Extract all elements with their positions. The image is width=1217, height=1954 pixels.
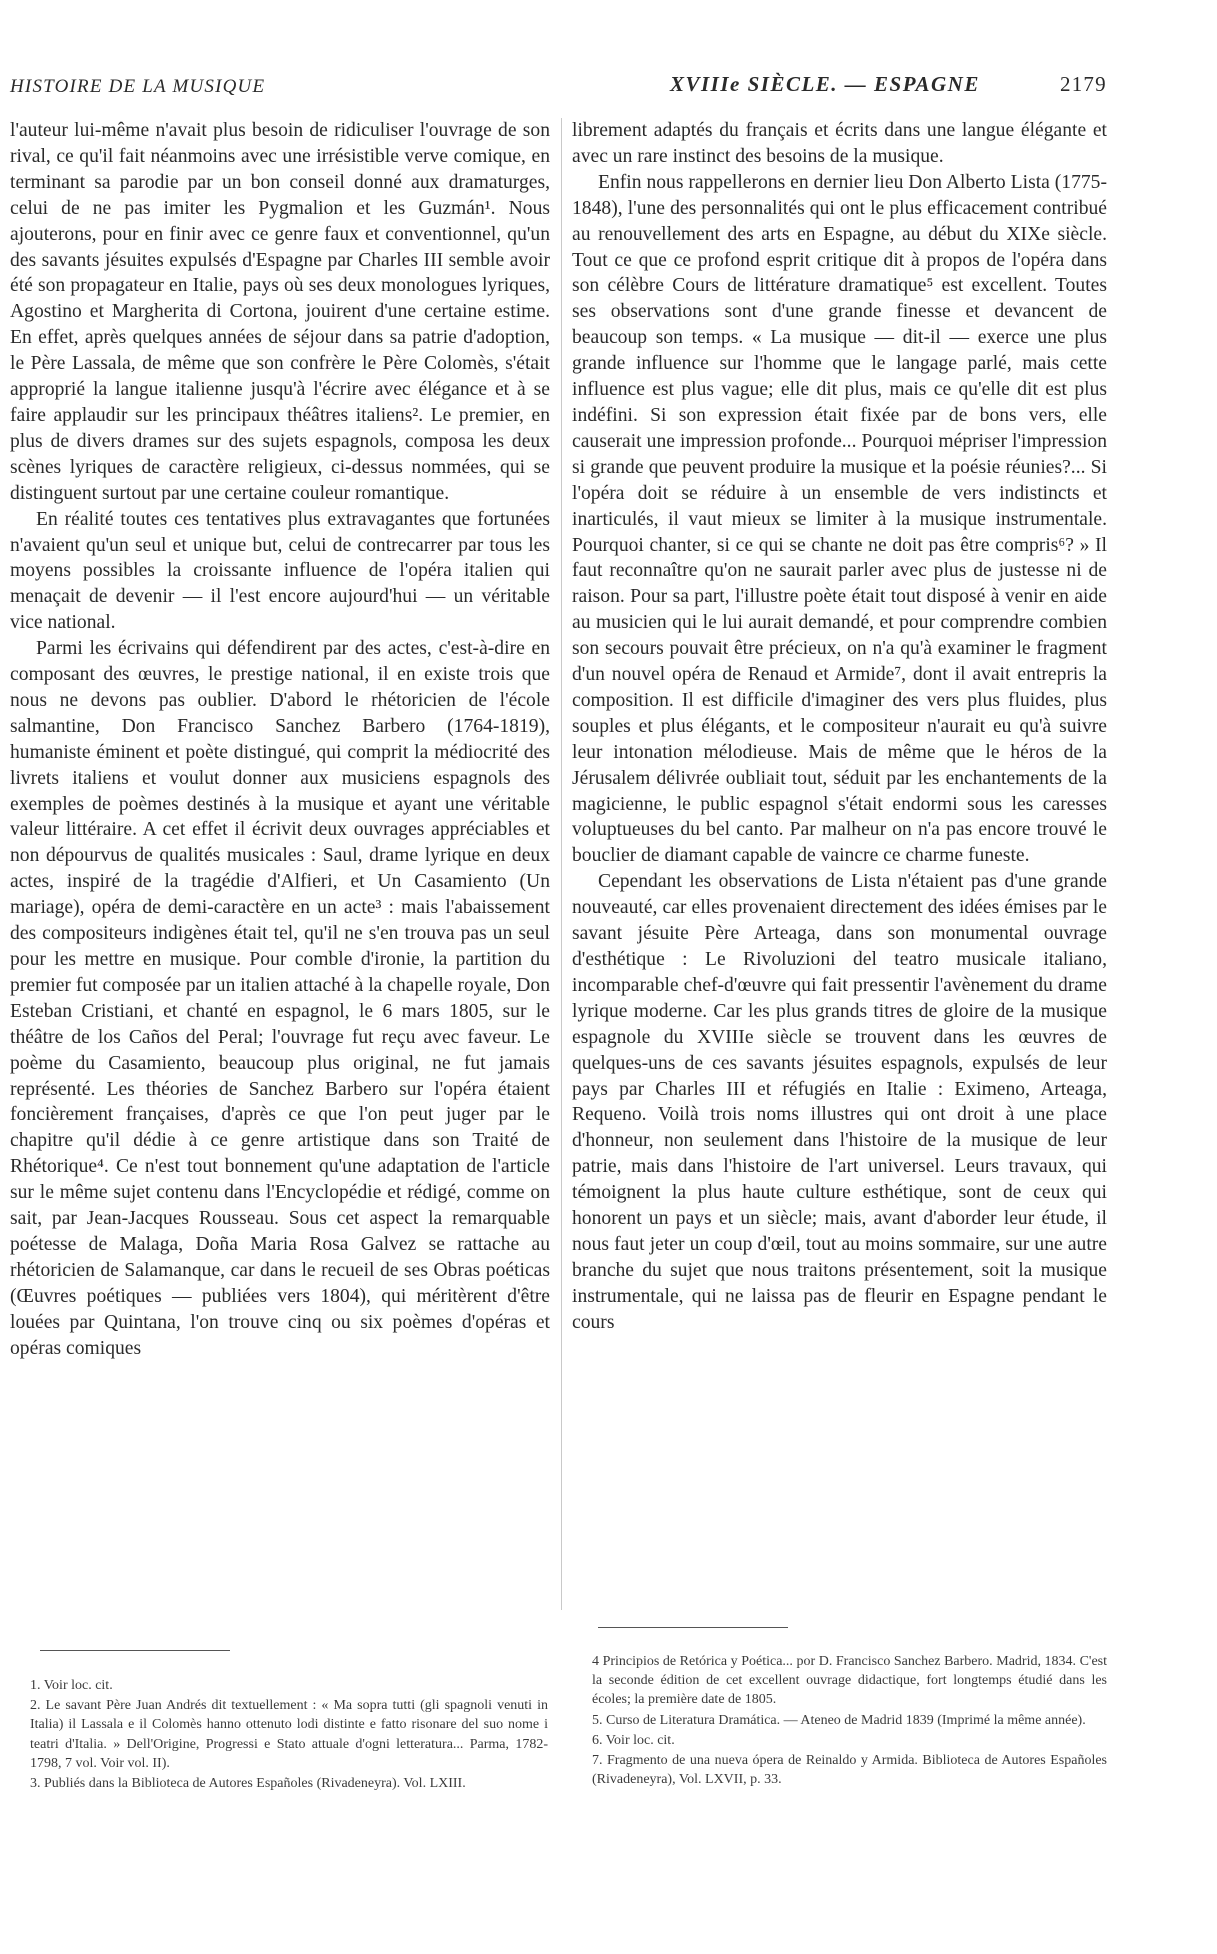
footnote-6: 6. Voir loc. cit. bbox=[592, 1732, 675, 1748]
footnotes-left bbox=[30, 1676, 548, 1794]
footnotes-right bbox=[592, 1652, 1107, 1790]
left-paragraph-3: Parmi les écrivains qui défendirent par des actes, c'est-à-dire en composant des œuvres, le prestige national, il en existe trois que nous ne devons pas oublier. D'abord le rhétoricien de l'école salmantine, Don Francisco Sanchez Barbero (1764-1819), humaniste éminent et poète distingué, qui comprit la médiocrité des livrets italiens et voulut donner aux musiciens espagnols des exemples de poèmes destinés à la musique et ayant une véritable valeur littéraire. A cet effet il écrivit deux ouvrages appréciables et non dépourvus de qualités musicales : Saul, drame lyrique en deux actes, inspiré de la tragédie d'Alfieri, et Un Casamiento (Un mariage), opéra de demi-caractère en un acte³ : mais l'abaissement des compositeurs indigènes était tel, qu'il ne s'en trouva pas un seul pour les mettre en musique. Pour comble d'ironie, la partition du premier fut composée par un italien attaché à la chapelle royale, Don Esteban Cristiani, et chanté en espagnol, le 6 mars 1805, sur le théâtre de los Caños del Peral; l'ouvrage fut reçu avec faveur. Le poème du Casamiento, beaucoup plus original, ne fut jamais représenté. Les théories de Sanchez Barbero sur l'opéra étaient foncièrement françaises, d'après ce que l'on peut juger par le chapitre qu'il dédie à ce genre artistique dans son Traité de Rhétorique⁴. Ce n'est tout bonnement qu'une adaptation de l'article sur le même sujet contenu dans l'Encyclopédie et rédigé, comme on sait, par Jean-Jacques Rousseau. Sous cet aspect la remarquable poétesse de Malaga, Doña Maria Rosa Galvez se rattache au rhétoricien de Salamanque, car dans le recueil de ses Obras poéticas (Œuvres poétiques — publiées vers 1804), qui méritèrent d'être louées par Quintana, l'on trouve cinq ou six poèmes d'opéras et opéras comiques bbox=[10, 638, 550, 1359]
right-paragraph-1: librement adaptés du français et écrits dans une langue élégante et avec un rare instinct des besoins de la musique. bbox=[572, 120, 1107, 167]
left-paragraph-1: l'auteur lui-même n'avait plus besoin de ridiculiser l'ouvrage de son rival, ce qu'il fait néanmoins avec une irrésistible verve comique, en terminant sa parodie par un bon conseil donné aux dramaturges, celui de ne pas imiter les Pygmalion et les Guzmán¹. Nous ajouterons, pour en finir avec ce genre faux et conventionnel, qu'un des savants jésuites expulsés d'Espagne par Charles III semble avoir été son propagateur en Italie, pays où ses deux monologues lyriques, Agostino et Margherita di Cortona, jouirent d'une certaine estime. En effet, après quelques années de séjour dans sa patrie d'adoption, le Père Lassala, de même que son confrère le Père Colomès, s'était approprié la langue italienne jusqu'à l'écrire avec élégance et à se faire applaudir sur les principaux théâtres italiens². Le premier, en plus de divers drames sur des sujets espagnols, composa les deux scènes lyriques de caractère religieux, ci-dessus nommées, qui se distinguent surtout par une certaine couleur romantique. bbox=[10, 120, 550, 504]
footnote-rule-left bbox=[40, 1650, 230, 1651]
footnote-3: 3. Publiés dans la Biblioteca de Autores Españoles (Rivadeneyra). Vol. LXIII. bbox=[30, 1776, 466, 1792]
left-paragraph-2: En réalité toutes ces tentatives plus extravagantes que fortunées n'avaient qu'un seul et unique but, celui de contrecarrer par tous les moyens possibles la croissante influence de l'opéra italien qui menaçait de devenir — il l'est encore aujourd'hui — un véritable vice national. bbox=[10, 508, 550, 634]
page-number: 2179 bbox=[1060, 72, 1107, 96]
right-paragraph-3: Cependant les observations de Lista n'étaient pas d'une grande nouveauté, car elles provenaient directement des idées émises par le savant jésuite Père Arteaga, dans son monumental ouvrage d'esthétique : Le Rivoluzioni del teatro musicale italiano, incomparable chef-d'œuvre qui fait pressentir l'avènement du drame lyrique moderne. Car les plus grands titres de gloire de la musique espagnole du XVIIIe siècle se trouvent dans les œuvres de quelques-uns de ces savants jésuites espagnols, expulsés de leur pays par Charles III et réfugiés en Italie : Eximeno, Arteaga, Requeno. Voilà trois noms illustres qui ont droit à une place d'honneur, non seulement dans l'histoire de la musique de leur patrie, mais dans l'histoire de l'art universel. Leurs travaux, qui témoignent la plus haute culture esthétique, sont de ceux qui honorent un pays et un siècle; mais, avant d'aborder leur étude, il nous faut jeter un coup d'œil, tout au moins sommaire, sur une autre branche du sujet que nous traitons présentement, soit la musique instrumentale, qui ne laissa pas de fleurir en Espagne pendant le cours bbox=[572, 871, 1107, 1333]
footnote-rule-right bbox=[598, 1627, 788, 1628]
footnote-7: 7. Fragmento de una nueva ópera de Reinaldo y Armida. Biblioteca de Autores Españoles (Rivadeneyra), Vol. LXVII, p. 33. bbox=[592, 1753, 1107, 1788]
right-paragraph-2: Enfin nous rappellerons en dernier lieu Don Alberto Lista (1775-1848), l'une des personnalités qui ont le plus efficacement contribué au renouvellement des arts en Espagne, au début du XIXe siècle. Tout ce que ce profond esprit critique dit à propos de l'opéra dans son célèbre Cours de littérature dramatique⁵ est excellent. Toutes ses observations sont d'une grande finesse et devancent de beaucoup son temps. « La musique — dit-il — exerce une plus grande influence sur l'homme que le langage parlé, mais cette influence est plus vague; elle dit plus, mais ce qu'elle dit est plus indéfini. Si son expression était fixée par de bons vers, elle causerait une impression profonde... Pourquoi mépriser l'impression si grande que peuvent produire la musique et la poésie réunies?... Si l'opéra doit se réduire à un ensemble de vers indistincts et inarticulés, il vaut mieux se limiter à la musique instrumentale. Pourquoi chanter, si ce qui se chante ne doit pas être compris⁶? » Il faut reconnaître qu'on ne saurait parler avec plus de justesse ni de raison. Pour sa part, l'illustre poète était tout disposé à venir en aide au musicien qui le lui aurait demandé, et pour comprendre combien son secours pouvait être précieux, on n'a qu'à examiner le fragment d'un nouvel opéra de Renaud et Armide⁷, dont il avait entrepris la composition. Il est difficile d'imaginer des vers plus fluides, plus souples et plus élégants, et le compositeur n'aurait eu qu'à suivre leur intonation mélodieuse. Mais de même que le héros de la Jérusalem délivrée oubliait tout, séduit par les enchantements de la magicienne, le public espagnol s'était endormi sous les caresses voluptueuses du bel canto. Par malheur on n'a pas encore trouvé le bouclier de diamant capable de vaincre ce charme funeste. bbox=[572, 171, 1107, 867]
footnote-4: 4 Principios de Retórica y Poética... por D. Francisco Sanchez Barbero. Madrid, 1834. C'est la seconde édition de cet excellent ouvrage didactique, fort longtemps étudié dans les écoles; la première date de 1805. bbox=[592, 1654, 1107, 1708]
left-column bbox=[10, 118, 550, 1362]
right-column bbox=[572, 118, 1107, 1336]
column-divider bbox=[561, 118, 562, 1610]
footnote-1: 1. Voir loc. cit. bbox=[30, 1678, 113, 1693]
header-title-left: HISTOIRE DE LA MUSIQUE bbox=[10, 76, 266, 97]
running-header bbox=[10, 68, 1107, 98]
footnote-5: 5. Curso de Literatura Dramática. — Ateneo de Madrid 1839 (Imprimé la même année). bbox=[592, 1712, 1086, 1728]
header-title-right: XVIIIe SIÈCLE. — ESPAGNE bbox=[670, 72, 980, 96]
footnote-2: 2. Le savant Père Juan Andrés dit textuellement : « Ma sopra tutti (gli spagnoli venuti in Italia) il Lassala e il Colomès hanno ottenuto lodi distinte e fatto risonare del suo nome i teatri d'Italia. » Dell'Origine, Progressi e Stato attuale d'ogni letteratura... Parma, 1782-1798, 7 vol. Voir vol. II). bbox=[30, 1698, 548, 1771]
